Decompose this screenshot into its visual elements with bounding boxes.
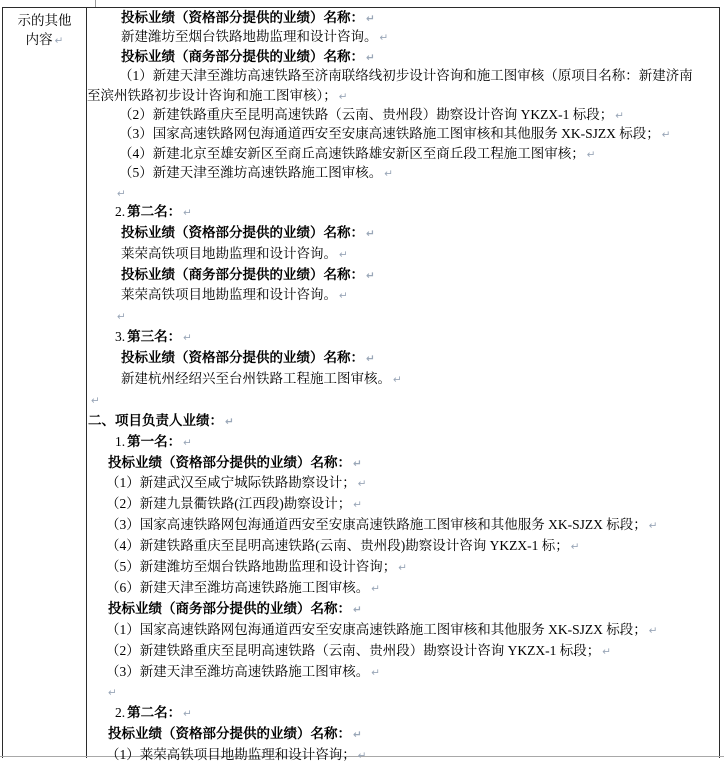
- paragraph-mark-icon: ↵: [570, 541, 580, 554]
- line-text: （2）新建铁路重庆至昆明高速铁路（云南、贵州段）勘察设计咨询 YKZX-1 标段；: [106, 642, 601, 658]
- text-line-numbered: [87, 432, 719, 453]
- paragraph-mark-icon: ↵: [371, 582, 381, 595]
- text-line-item: [87, 536, 719, 557]
- line-text: （3）新建天津至潍坊高速铁路施工图审核。: [106, 663, 370, 679]
- text-line-section: [87, 411, 719, 432]
- text-line-numbered: [87, 327, 719, 348]
- line-text: （4）新建北京至雄安新区至商丘高速铁路雄安新区至商丘段工程施工图审核；: [119, 145, 585, 161]
- text-line-item: [87, 641, 719, 662]
- line-text: （1）国家高速铁路网包海通道西安至安康高速铁路施工图审核和其他服务 XK-SJZX 标段；: [106, 621, 647, 637]
- paragraph-mark-icon: ↵: [338, 90, 348, 103]
- line-text: 投标业绩（资格部分提供的业绩）名称：: [108, 726, 351, 742]
- line-text: 二、项目负责人业绩：: [88, 412, 223, 428]
- paragraph-mark-icon: ↵: [615, 109, 625, 122]
- text-line-header: [87, 453, 719, 474]
- line-text: （4）新建铁路重庆至昆明高速铁路(云南、贵州段)勘察设计咨询 YKZX-1 标；: [106, 538, 569, 554]
- line-text: （2）新建铁路重庆至昆明高速铁路（云南、贵州段）勘察设计咨询 YKZX-1 标段；: [119, 106, 614, 122]
- text-line-item: [87, 473, 719, 494]
- text-line-item: [87, 557, 719, 578]
- line-text: （1）莱荣高铁项目地勘监理和设计咨询；: [106, 747, 356, 763]
- row-label-line1: 示的其他: [17, 13, 72, 28]
- line-text: 投标业绩（资格部分提供的业绩）名称：: [121, 350, 364, 366]
- text-line-item: [87, 515, 719, 536]
- line-text: 投标业绩（商务部分提供的业绩）名称：: [121, 48, 364, 64]
- text-line-blank: [87, 390, 719, 411]
- text-line-header: [87, 47, 719, 66]
- text-line-body: [87, 369, 719, 390]
- row-label-cell[interactable]: [3, 11, 86, 52]
- paragraph-mark-icon: ↵: [54, 35, 64, 48]
- paragraph-mark-icon: ↵: [661, 129, 671, 142]
- text-line-item: [87, 745, 719, 766]
- line-text: 第三名：: [127, 329, 182, 345]
- text-line-header: [87, 599, 719, 620]
- paragraph-mark-icon: ↵: [586, 148, 596, 161]
- line-text: 莱荣高铁项目地勘监理和设计咨询。: [121, 287, 337, 303]
- line-text: （1）新建天津至潍坊高速铁路至济南联络线初步设计咨询和施工图审核（原项目名称：新建济南: [119, 68, 693, 84]
- paragraph-mark-icon: ↵: [117, 187, 126, 200]
- paragraph-mark-icon: ↵: [366, 227, 375, 240]
- paragraph-mark-icon: ↵: [353, 499, 363, 512]
- line-text: 投标业绩（资格部分提供的业绩）名称：: [121, 10, 364, 25]
- text-line-numbered: [87, 703, 719, 724]
- line-text: （3）国家高速铁路网包海通道西安至安康高速铁路施工图审核和其他服务 XK-SJZX 标段；: [106, 517, 647, 533]
- text-line-header: [87, 265, 719, 286]
- paragraph-mark-icon: ↵: [339, 248, 348, 261]
- paragraph-mark-icon: ↵: [366, 51, 375, 64]
- paragraph-mark-icon: ↵: [183, 332, 192, 345]
- paragraph-mark-icon: ↵: [339, 290, 348, 303]
- line-text: 新建杭州经绍兴至台州铁路工程施工图审核。: [121, 371, 391, 387]
- line-text: 第一名：: [127, 433, 182, 449]
- line-text: 投标业绩（资格部分提供的业绩）名称：: [121, 224, 364, 240]
- paragraph-mark-icon: ↵: [183, 206, 192, 219]
- text-line-item: [87, 105, 719, 124]
- paragraph-mark-icon: ↵: [648, 624, 658, 637]
- paragraph-mark-icon: ↵: [353, 603, 362, 616]
- line-text: （2）新建九景衢铁路(江西段)勘察设计；: [106, 496, 352, 512]
- text-line-item: [87, 66, 719, 85]
- text-line-body: [87, 27, 719, 46]
- paragraph-mark-icon: ↵: [648, 520, 658, 533]
- text-line-item: [87, 494, 719, 515]
- line-text: 第二名：: [127, 705, 182, 721]
- paragraph-mark-icon: ↵: [108, 687, 117, 700]
- line-text: 莱荣高铁项目地勘监理和设计咨询。: [121, 245, 337, 261]
- paragraph-mark-icon: ↵: [384, 168, 394, 181]
- text-line-header: [87, 724, 719, 745]
- text-line-blank: [87, 682, 719, 703]
- paragraph-mark-icon: ↵: [366, 353, 375, 366]
- text-line-item: [87, 620, 719, 641]
- list-number: 1.: [115, 433, 126, 449]
- previous-row-divider-line: [95, 0, 96, 7]
- table-border-right: [719, 7, 720, 758]
- list-number: 2.: [115, 705, 126, 721]
- paragraph-mark-icon: ↵: [91, 394, 100, 407]
- row-label-line2: 内容 ↵: [25, 32, 64, 48]
- paragraph-mark-icon: ↵: [117, 311, 126, 324]
- paragraph-mark-icon: ↵: [398, 562, 408, 575]
- line-text: （5）新建天津至潍坊高速铁路施工图审核。: [119, 165, 383, 181]
- paragraph-mark-icon: ↵: [602, 645, 612, 658]
- line-text: 投标业绩（商务部分提供的业绩）名称：: [108, 600, 351, 616]
- paragraph-mark-icon: ↵: [183, 708, 192, 721]
- paragraph-mark-icon: ↵: [393, 374, 402, 387]
- line-text: （3）国家高速铁路网包海通道西安至安康高速铁路施工图审核和其他服务 XK-SJZX 标段；: [119, 126, 660, 142]
- line-text: 投标业绩（资格部分提供的业绩）名称：: [108, 454, 351, 470]
- paragraph-mark-icon: ↵: [225, 415, 234, 428]
- paragraph-mark-icon: ↵: [357, 478, 367, 491]
- paragraph-mark-icon: ↵: [357, 750, 367, 763]
- text-line-numbered: [87, 202, 719, 223]
- text-line-continuation: [87, 86, 719, 105]
- text-line-item: [87, 144, 719, 163]
- text-line-blank: [87, 306, 719, 327]
- line-text: （5）新建潍坊至烟台铁路地勘监理和设计咨询；: [106, 559, 397, 575]
- paragraph-mark-icon: ↵: [379, 32, 389, 45]
- line-text: 第二名：: [127, 203, 182, 219]
- paragraph-mark-icon: ↵: [183, 436, 192, 449]
- paragraph-mark-icon: ↵: [353, 729, 362, 742]
- paragraph-mark-icon: ↵: [366, 269, 375, 282]
- line-text: （1）新建武汉至咸宁城际铁路勘察设计；: [106, 475, 356, 491]
- text-line-item: [87, 662, 719, 683]
- line-text: 至滨州铁路初步设计咨询和施工图审核）；: [87, 87, 337, 103]
- text-line-body: [87, 285, 719, 306]
- line-text: （6）新建天津至潍坊高速铁路施工图审核。: [106, 579, 370, 595]
- text-line-item: [87, 578, 719, 599]
- text-line-body: [87, 244, 719, 265]
- text-line-header: [87, 348, 719, 369]
- list-number: 3.: [115, 329, 126, 345]
- paragraph-mark-icon: ↵: [353, 457, 362, 470]
- text-line-blank: [87, 183, 719, 202]
- line-text: 新建潍坊至烟台铁路地勘监理和设计咨询。: [121, 29, 378, 45]
- text-line-header: [87, 223, 719, 244]
- list-number: 2.: [115, 203, 126, 219]
- text-line-item: [87, 124, 719, 143]
- table-border-left: [2, 7, 3, 758]
- text-line-header: [87, 8, 719, 27]
- paragraph-mark-icon: ↵: [371, 666, 381, 679]
- paragraph-mark-icon: ↵: [366, 13, 375, 25]
- content-cell[interactable]: [87, 8, 719, 766]
- text-line-item: [87, 163, 719, 182]
- line-text: 投标业绩（商务部分提供的业绩）名称：: [121, 266, 364, 282]
